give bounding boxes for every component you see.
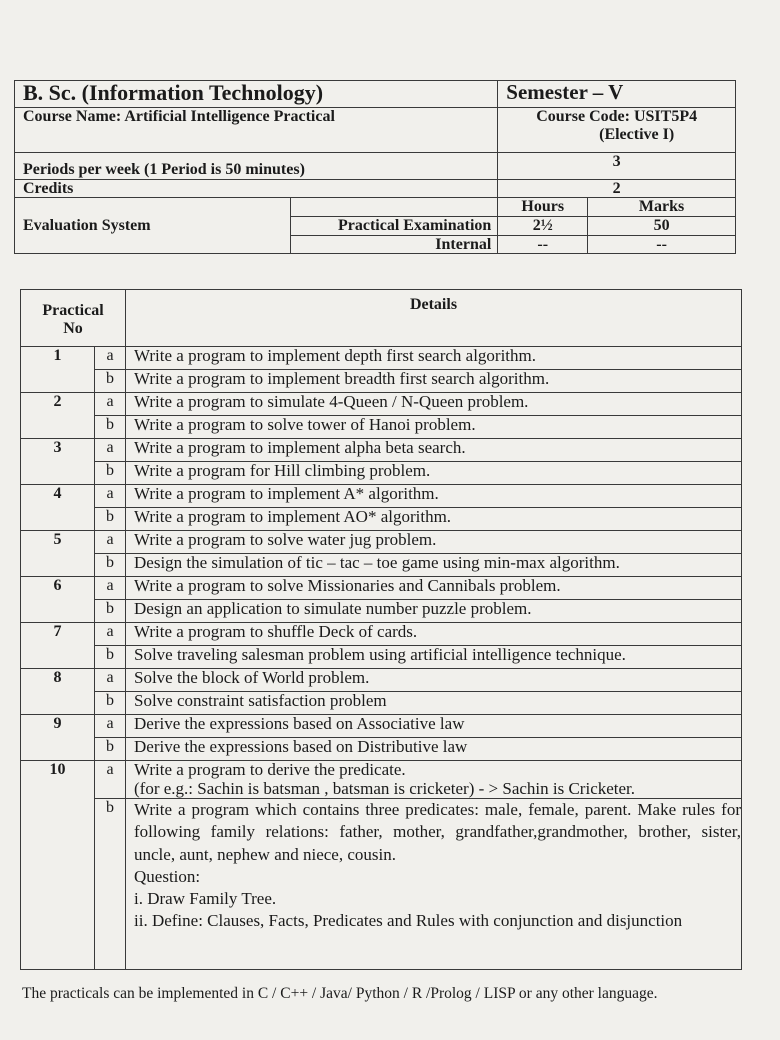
- practical-10b-details: [126, 799, 742, 970]
- practical-number: 5: [21, 531, 95, 554]
- practical-10a-details: [126, 761, 742, 799]
- practical-sub: b: [95, 646, 126, 669]
- table-row: [21, 646, 742, 669]
- practical-number: 9: [21, 715, 95, 738]
- practical-sub: b: [95, 554, 126, 577]
- col-details: Details: [126, 290, 742, 347]
- practical-sub: a: [95, 393, 126, 416]
- practical-sub: a: [95, 485, 126, 508]
- practical-number: [21, 416, 95, 439]
- practical-details: Write a program to shuffle Deck of cards.: [126, 623, 742, 646]
- semester-label: Semester – V: [498, 81, 736, 108]
- course-header-table: [14, 80, 736, 254]
- table-row: [21, 370, 742, 393]
- practical-number: [21, 370, 95, 393]
- internal-hours: --: [498, 235, 588, 254]
- practical-details: Write a program to implement breadth first search algorithm.: [126, 370, 742, 393]
- practical-number: [21, 554, 95, 577]
- practical-number: 8: [21, 669, 95, 692]
- practical-10b-para: Write a program which contains three predicates: male, female, parent. Make rules for following family relations: father, mother, grandfather,grandmother, brother, sister, uncle, aunt, nephew and niece, cousin.: [134, 800, 741, 864]
- table-row: [21, 531, 742, 554]
- practical-details: Write a program to implement A* algorithm.: [126, 485, 742, 508]
- practical-10b-q2: ii. Define: Clauses, Facts, Predicates and Rules with conjunction and disjunction: [134, 910, 683, 930]
- practical-sub: b: [95, 462, 126, 485]
- table-row: [21, 485, 742, 508]
- col-practical-no-line1: Practical: [42, 302, 104, 319]
- practical-number: [21, 692, 95, 715]
- practical-number: 1: [21, 347, 95, 370]
- table-row: [21, 393, 742, 416]
- practical-details: Write a program to solve tower of Hanoi problem.: [126, 416, 742, 439]
- practical-number: [21, 646, 95, 669]
- practical-10a-line1: Write a program to derive the predicate.: [134, 760, 406, 779]
- practical-10a-line2: (for e.g.: Sachin is batsman , batsman is cricketer) - > Sachin is Cricketer.: [134, 778, 636, 798]
- table-row: [21, 577, 742, 600]
- practical-number: 4: [21, 485, 95, 508]
- practical-details: Write a program to simulate 4-Queen / N-Queen problem.: [126, 393, 742, 416]
- practical-exam-marks: 50: [588, 217, 736, 236]
- practical-sub: b: [95, 799, 126, 970]
- practical-details: Derive the expressions based on Distributive law: [126, 738, 742, 761]
- course-name: Course Name: Artificial Intelligence Practical: [15, 108, 498, 153]
- course-code: Course Code: USIT5P4: [536, 108, 698, 125]
- practical-exam-label: Practical Examination: [290, 217, 498, 236]
- practical-sub: a: [95, 715, 126, 738]
- periods-label: Periods per week (1 Period is 50 minutes): [15, 153, 498, 180]
- practical-details: Derive the expressions based on Associative law: [126, 715, 742, 738]
- practical-number: [21, 738, 95, 761]
- practical-number: [21, 462, 95, 485]
- practical-details: Write a program for Hill climbing problem.: [126, 462, 742, 485]
- table-row: [21, 623, 742, 646]
- practical-details: Write a program to implement depth first search algorithm.: [126, 347, 742, 370]
- table-row: [21, 554, 742, 577]
- practical-sub: a: [95, 531, 126, 554]
- practical-number: 3: [21, 439, 95, 462]
- credits-value: 2: [498, 179, 736, 198]
- practical-details: Design the simulation of tic – tac – toe game using min-max algorithm.: [126, 554, 742, 577]
- practical-10b-q1: i. Draw Family Tree.: [134, 888, 277, 908]
- practical-number: [21, 600, 95, 623]
- practical-number: 10: [21, 761, 95, 799]
- internal-marks: --: [588, 235, 736, 254]
- practical-details: Write a program to implement AO* algorithm.: [126, 508, 742, 531]
- practical-sub: a: [95, 439, 126, 462]
- col-practical-no: [21, 290, 126, 347]
- table-row: [21, 692, 742, 715]
- practical-number: [21, 508, 95, 531]
- practical-details: Write a program to solve Missionaries and Cannibals problem.: [126, 577, 742, 600]
- credits-label: Credits: [15, 179, 498, 198]
- table-row: [21, 508, 742, 531]
- program-title: B. Sc. (Information Technology): [15, 81, 498, 108]
- footer-note: The practicals can be implemented in C / C++ / Java/ Python / R /Prolog / LISP or any other language.: [22, 985, 658, 1002]
- table-row: [21, 347, 742, 370]
- practical-details: Solve constraint satisfaction problem: [126, 692, 742, 715]
- table-row: [21, 462, 742, 485]
- practical-details: Design an application to simulate number puzzle problem.: [126, 600, 742, 623]
- course-code-cell: [498, 108, 736, 153]
- practical-sub: a: [95, 761, 126, 799]
- practical-details: Solve traveling salesman problem using artificial intelligence technique.: [126, 646, 742, 669]
- periods-value: 3: [498, 153, 736, 180]
- practical-details: Solve the block of World problem.: [126, 669, 742, 692]
- table-row: [21, 439, 742, 462]
- practical-sub: b: [95, 600, 126, 623]
- practical-number: 2: [21, 393, 95, 416]
- practical-details: Write a program to solve water jug problem.: [126, 531, 742, 554]
- practical-sub: a: [95, 347, 126, 370]
- table-row: [21, 416, 742, 439]
- practical-10b-question: Question:: [134, 866, 201, 886]
- practical-number: 6: [21, 577, 95, 600]
- blank-cell: [290, 198, 498, 217]
- practical-sub: a: [95, 577, 126, 600]
- practical-sub: b: [95, 370, 126, 393]
- practical-exam-hours: 2½: [498, 217, 588, 236]
- blank-cell: [21, 799, 95, 970]
- internal-label: Internal: [290, 235, 498, 254]
- table-row: [21, 715, 742, 738]
- table-row: [21, 738, 742, 761]
- practical-details: Write a program to implement alpha beta search.: [126, 439, 742, 462]
- practical-sub: a: [95, 669, 126, 692]
- table-row: [21, 600, 742, 623]
- practicals-table: [20, 289, 742, 970]
- evaluation-label: Evaluation System: [15, 198, 291, 254]
- practical-rows: [21, 347, 742, 761]
- elective-label: (Elective I): [599, 125, 675, 143]
- practical-number: 7: [21, 623, 95, 646]
- marks-label: Marks: [588, 198, 736, 217]
- practical-sub: b: [95, 416, 126, 439]
- practical-sub: b: [95, 738, 126, 761]
- hours-label: Hours: [498, 198, 588, 217]
- practical-sub: b: [95, 692, 126, 715]
- col-practical-no-line2: No: [63, 319, 83, 337]
- practical-sub: b: [95, 508, 126, 531]
- practical-sub: a: [95, 623, 126, 646]
- table-row: [21, 669, 742, 692]
